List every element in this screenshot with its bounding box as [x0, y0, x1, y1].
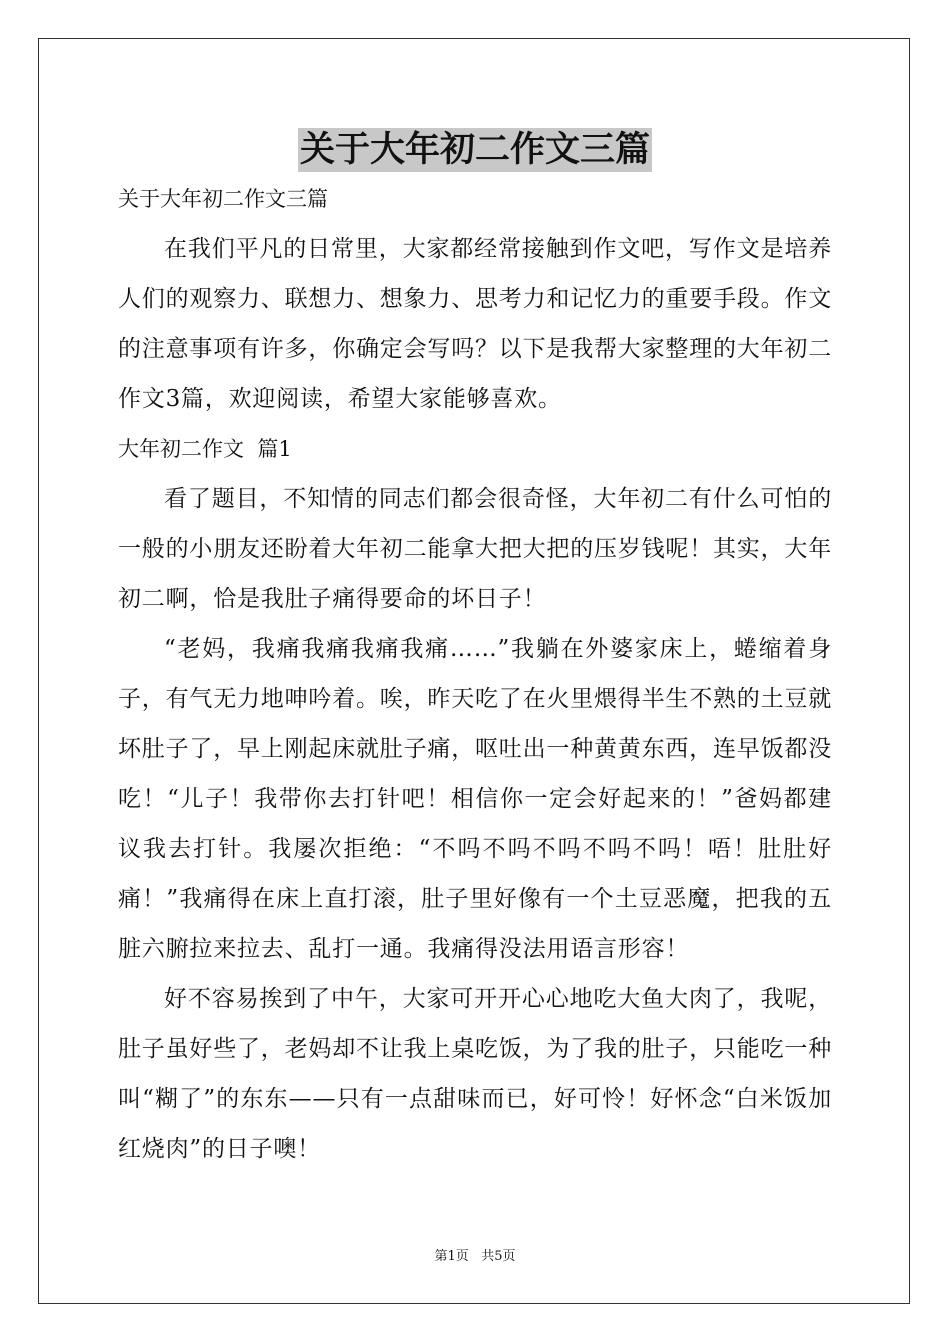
document-subtitle: 关于大年初二作文三篇 — [118, 187, 328, 211]
body-paragraph-3: 好不容易挨到了中午，大家可开开心心地吃大鱼大肉了，我呢，肚子虽好些了，老妈却不让我上桌吃饭，为了我的肚子，只能吃一种叫“糊了”的东东——只有一点甜味而已，好可怜！好怀念“白米饭加红烧肉”的日子噢！ — [118, 986, 832, 1162]
page-footer — [0, 1247, 950, 1267]
body-paragraph-2: “老妈，我痛我痛我痛我痛……”我躺在外婆家床上，蜷缩着身子，有气无力地呻吟着。唉，昨天吃了在火里煨得半生不熟的土豆就坏肚子了，早上刚起床就肚子痛，呕吐出一种黄黄东西，连早饭都没吃！“儿子！我带你去打针吧！相信你一定会好起来的！”爸妈都建议我去打针。我屡次拒绝：“不吗不吗不吗不吗不吗！唔！肚肚好痛！”我痛得在床上直打滚，肚子里好像有一个土豆恶魔，把我的五脏六腑拉来拉去、乱打一通。我痛得没法用语言形容！ — [118, 636, 832, 962]
title-container — [0, 128, 950, 172]
page-number: 第1页 — [434, 1249, 469, 1264]
section-heading: 大年初二作文 篇1 — [118, 437, 292, 461]
body-paragraph-1: 看了题目，不知情的同志们都会很奇怪，大年初二有什么可怕的一般的小朋友还盼着大年初二能拿大把大把的压岁钱呢！其实，大年初二啊，恰是我肚子痛得要命的坏日子！ — [118, 486, 832, 612]
page-total: 共5页 — [481, 1249, 516, 1264]
intro-paragraph: 在我们平凡的日常里，大家都经常接触到作文吧，写作文是培养人们的观察力、联想力、想象力、思考力和记忆力的重要手段。作文的注意事项有许多，你确定会写吗？以下是我帮大家整理的大年初二作文3篇，欢迎阅读，希望大家能够喜欢。 — [118, 236, 832, 412]
document-title: 关于大年初二作文三篇 — [299, 129, 650, 170]
document-body — [118, 174, 832, 1174]
